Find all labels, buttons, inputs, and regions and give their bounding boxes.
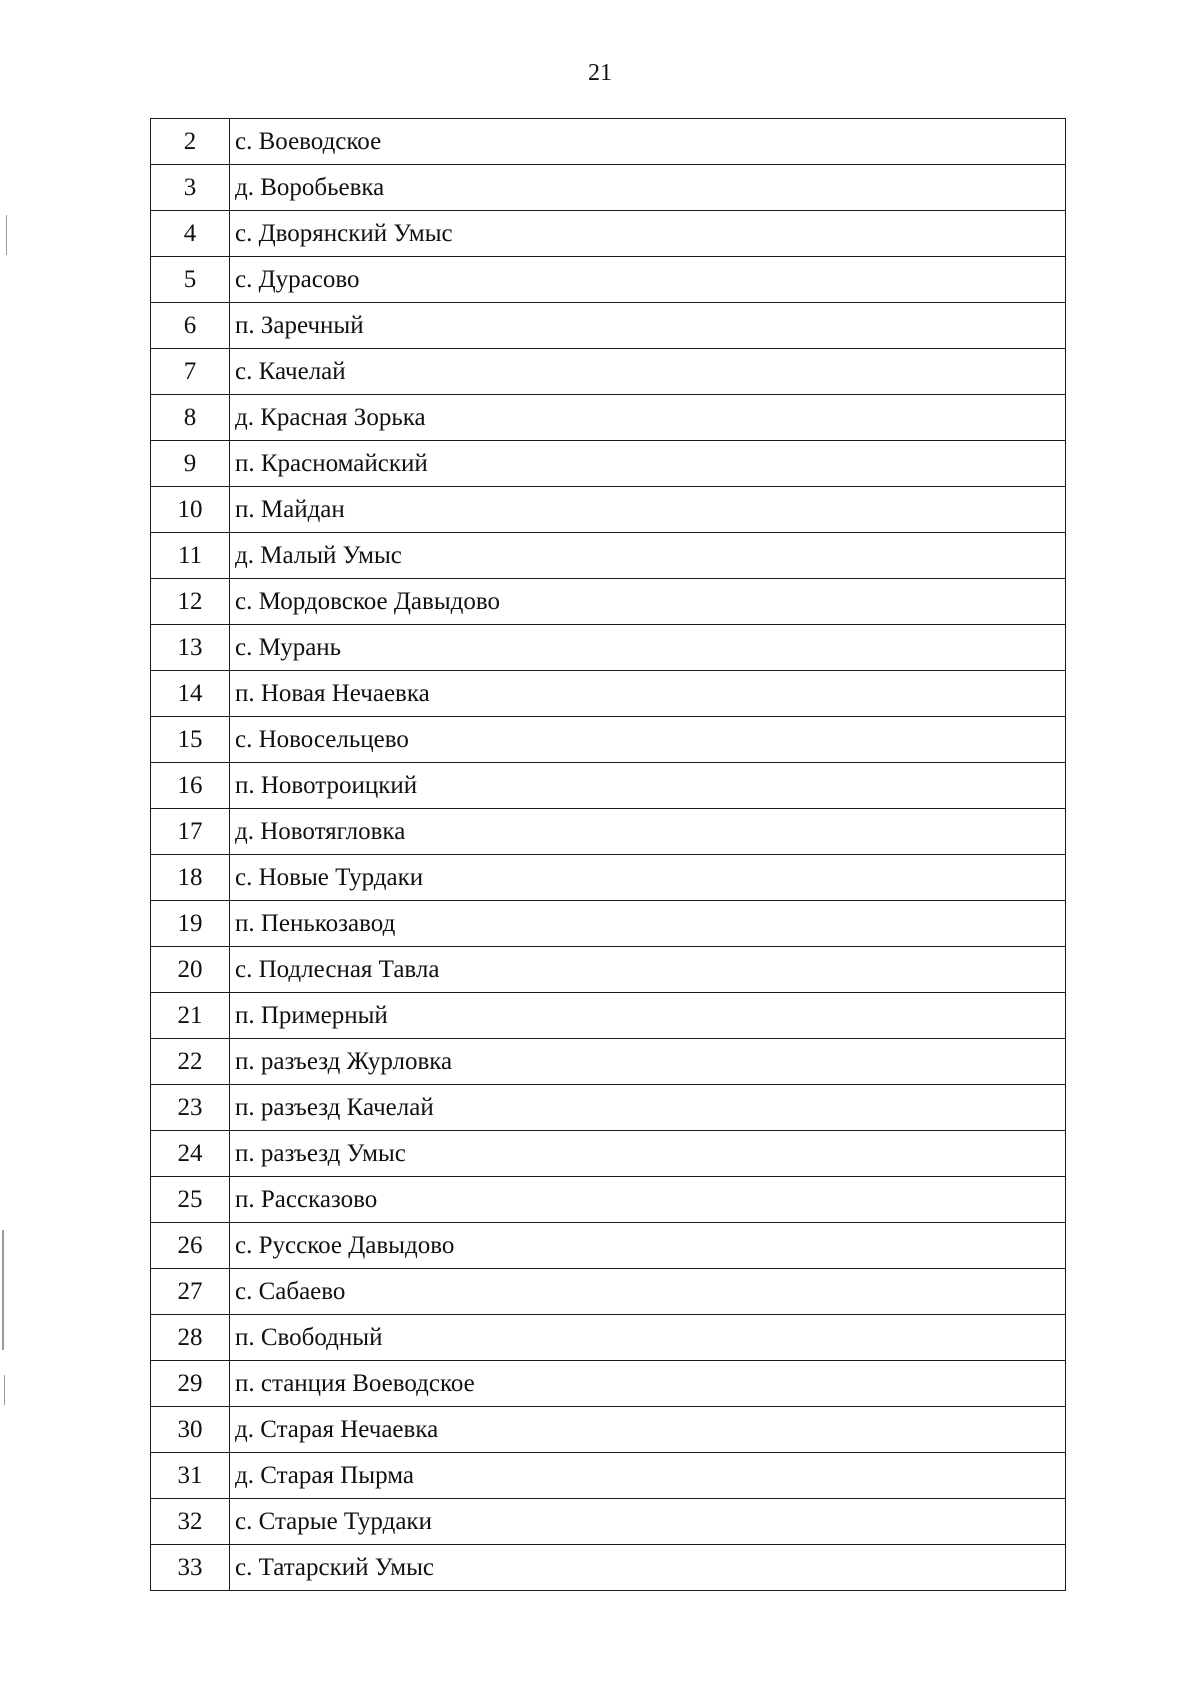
row-number: 11 [151,533,230,579]
table-row [151,395,1066,441]
settlement-name: с. Новосельцево [230,717,1066,763]
settlement-name: с. Мордовское Давыдово [230,579,1066,625]
settlement-name: д. Старая Пырма [230,1453,1066,1499]
row-number: 27 [151,1269,230,1315]
table-row [151,349,1066,395]
settlement-name: с. Татарский Умыс [230,1545,1066,1591]
table-row [151,717,1066,763]
settlement-name: п. Новая Нечаевка [230,671,1066,717]
row-number: 21 [151,993,230,1039]
row-number: 23 [151,1085,230,1131]
settlement-name: с. Сабаево [230,1269,1066,1315]
row-number: 20 [151,947,230,993]
table-row [151,119,1066,165]
row-number: 25 [151,1177,230,1223]
row-number: 10 [151,487,230,533]
table-row [151,1315,1066,1361]
table-row [151,1223,1066,1269]
table-row [151,809,1066,855]
table-row [151,579,1066,625]
row-number: 16 [151,763,230,809]
settlement-name: д. Красная Зорька [230,395,1066,441]
row-number: 31 [151,1453,230,1499]
settlement-name: д. Малый Умыс [230,533,1066,579]
settlement-name: п. разъезд Умыс [230,1131,1066,1177]
settlement-name: п. Новотроицкий [230,763,1066,809]
table-row [151,165,1066,211]
settlement-name: п. разъезд Качелай [230,1085,1066,1131]
settlement-name: п. Рассказово [230,1177,1066,1223]
row-number: 33 [151,1545,230,1591]
settlement-name: д. Новотягловка [230,809,1066,855]
settlement-name: с. Русское Давыдово [230,1223,1066,1269]
table-row [151,303,1066,349]
settlement-name: с. Старые Турдаки [230,1499,1066,1545]
table-row [151,671,1066,717]
table-row [151,901,1066,947]
settlement-name: п. станция Воеводское [230,1361,1066,1407]
settlement-name: п. Пенькозавод [230,901,1066,947]
settlement-name: п. Заречный [230,303,1066,349]
row-number: 24 [151,1131,230,1177]
table-row [151,1453,1066,1499]
table-row [151,1131,1066,1177]
row-number: 29 [151,1361,230,1407]
table-row [151,1499,1066,1545]
settlement-name: д. Старая Нечаевка [230,1407,1066,1453]
settlements-table [150,118,1066,1591]
table-row [151,1085,1066,1131]
table-row [151,1545,1066,1591]
page-number: 21 [588,60,612,86]
table-row [151,1361,1066,1407]
row-number: 17 [151,809,230,855]
row-number: 18 [151,855,230,901]
settlement-name: с. Дворянский Умыс [230,211,1066,257]
settlements-table-body [151,119,1066,1591]
row-number: 30 [151,1407,230,1453]
settlement-name: с. Подлесная Тавла [230,947,1066,993]
settlement-name: с. Мурань [230,625,1066,671]
table-row [151,487,1066,533]
table-row [151,763,1066,809]
row-number: 19 [151,901,230,947]
table-row [151,947,1066,993]
table-row [151,1177,1066,1223]
settlement-name: с. Дурасово [230,257,1066,303]
settlement-name: п. разъезд Журловка [230,1039,1066,1085]
row-number: 28 [151,1315,230,1361]
settlement-name: с. Качелай [230,349,1066,395]
row-number: 26 [151,1223,230,1269]
table-row [151,211,1066,257]
scan-artifact [4,1375,5,1405]
settlement-name: п. Красномайский [230,441,1066,487]
settlement-name: с. Воеводское [230,119,1066,165]
table-row [151,441,1066,487]
row-number: 3 [151,165,230,211]
row-number: 22 [151,1039,230,1085]
table-row [151,1407,1066,1453]
row-number: 13 [151,625,230,671]
row-number: 14 [151,671,230,717]
row-number: 4 [151,211,230,257]
table-row [151,855,1066,901]
settlement-name: п. Примерный [230,993,1066,1039]
row-number: 8 [151,395,230,441]
row-number: 12 [151,579,230,625]
settlement-name: д. Воробьевка [230,165,1066,211]
row-number: 7 [151,349,230,395]
table-row [151,1269,1066,1315]
scan-artifact [2,1230,4,1350]
table-row [151,625,1066,671]
scan-artifact [6,215,7,255]
settlement-name: п. Майдан [230,487,1066,533]
row-number: 2 [151,119,230,165]
row-number: 5 [151,257,230,303]
settlement-name: с. Новые Турдаки [230,855,1066,901]
table-row [151,533,1066,579]
row-number: 6 [151,303,230,349]
table-row [151,1039,1066,1085]
row-number: 15 [151,717,230,763]
row-number: 9 [151,441,230,487]
row-number: 32 [151,1499,230,1545]
table-row [151,993,1066,1039]
table-row [151,257,1066,303]
settlement-name: п. Свободный [230,1315,1066,1361]
